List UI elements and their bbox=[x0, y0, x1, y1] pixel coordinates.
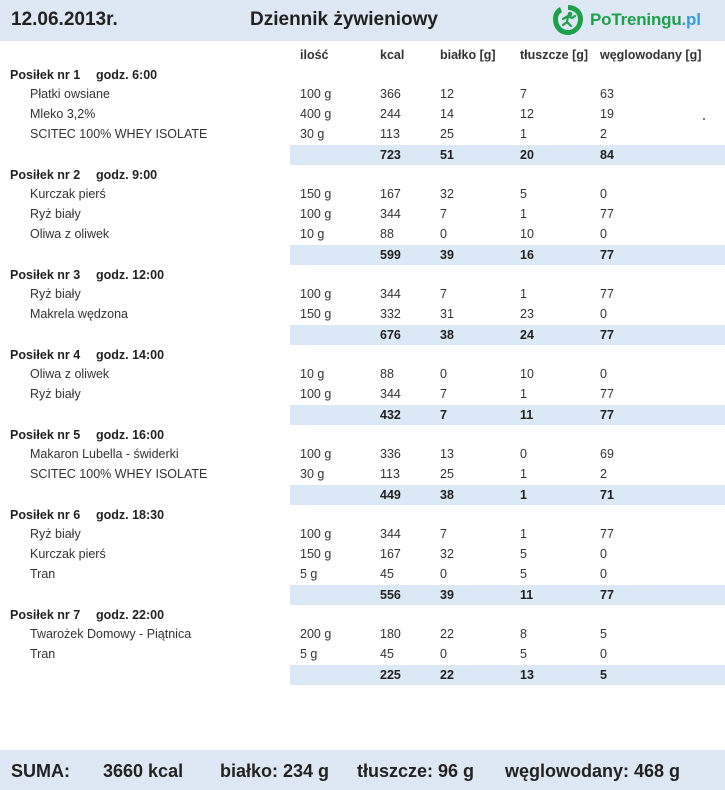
total-kcal: 676 bbox=[380, 328, 401, 342]
food-fat: 5 bbox=[520, 567, 527, 581]
food-protein: 7 bbox=[440, 527, 447, 541]
food-name: Tran bbox=[30, 567, 56, 581]
food-name: Ryż biały bbox=[30, 387, 81, 401]
food-carbs: 0 bbox=[600, 367, 607, 381]
food-fat: 7 bbox=[520, 87, 527, 101]
header-band bbox=[0, 0, 725, 41]
food-carbs: 19 bbox=[600, 107, 614, 121]
food-qty: 10 g bbox=[300, 367, 325, 381]
food-fat: 1 bbox=[520, 207, 527, 221]
food-name: Kurczak pierś bbox=[30, 187, 106, 201]
meal-heading bbox=[10, 68, 158, 82]
food-kcal: 336 bbox=[380, 447, 401, 461]
food-carbs: 63 bbox=[600, 87, 614, 101]
total-fat: 16 bbox=[520, 248, 534, 262]
meal-total-row bbox=[290, 485, 725, 505]
food-kcal: 45 bbox=[380, 567, 394, 581]
food-kcal: 344 bbox=[380, 387, 401, 401]
food-fat: 1 bbox=[520, 527, 527, 541]
table-row bbox=[0, 205, 725, 225]
col-header-protein: białko [g] bbox=[440, 48, 496, 62]
food-fat: 1 bbox=[520, 127, 527, 141]
food-name: SCITEC 100% WHEY ISOLATE bbox=[30, 127, 208, 141]
total-carbs: 77 bbox=[600, 588, 614, 602]
food-carbs: 2 bbox=[600, 127, 607, 141]
summary-protein: białko: 234 g bbox=[220, 761, 330, 781]
meal-label: Posiłek nr 5 bbox=[10, 428, 81, 442]
meal-total-row bbox=[290, 145, 725, 165]
meal-time: godz. 6:00 bbox=[96, 68, 158, 82]
food-qty: 100 g bbox=[300, 447, 332, 461]
total-protein: 39 bbox=[440, 248, 454, 262]
table-row bbox=[0, 125, 725, 145]
food-qty: 400 g bbox=[300, 107, 332, 121]
food-protein: 0 bbox=[440, 647, 447, 661]
food-qty: 100 g bbox=[300, 287, 332, 301]
table-row bbox=[0, 545, 725, 565]
summary-kcal: 3660 kcal bbox=[103, 761, 184, 781]
total-protein: 22 bbox=[440, 668, 454, 682]
food-kcal: 180 bbox=[380, 627, 401, 641]
meal-total-row bbox=[290, 325, 725, 345]
summary-bar bbox=[0, 750, 725, 790]
food-kcal: 45 bbox=[380, 647, 394, 661]
total-protein: 38 bbox=[440, 328, 454, 342]
food-fat: 5 bbox=[520, 647, 527, 661]
food-fat: 1 bbox=[520, 387, 527, 401]
food-carbs: 69 bbox=[600, 447, 614, 461]
food-protein: 32 bbox=[440, 187, 454, 201]
total-fat: 24 bbox=[520, 328, 534, 342]
total-carbs: 77 bbox=[600, 408, 614, 422]
meal-time: godz. 9:00 bbox=[96, 168, 158, 182]
col-header-carbs: węglowodany [g] bbox=[600, 48, 702, 62]
food-protein: 14 bbox=[440, 107, 454, 121]
food-fat: 23 bbox=[520, 307, 534, 321]
potreningu-logo[interactable] bbox=[550, 3, 701, 37]
food-protein: 32 bbox=[440, 547, 454, 561]
food-name: Płatki owsiane bbox=[30, 87, 110, 101]
food-carbs: 0 bbox=[600, 227, 607, 241]
table-row bbox=[0, 285, 725, 305]
food-carbs: 5 bbox=[600, 627, 607, 641]
food-qty: 100 g bbox=[300, 387, 332, 401]
meal-label: Posiłek nr 4 bbox=[10, 348, 81, 362]
food-kcal: 88 bbox=[380, 227, 394, 241]
food-name: SCITEC 100% WHEY ISOLATE bbox=[30, 467, 208, 481]
table-row bbox=[0, 385, 725, 405]
table-row bbox=[0, 445, 725, 465]
food-carbs: 2 bbox=[600, 467, 607, 481]
food-fat: 5 bbox=[520, 187, 527, 201]
col-header-qty: ilość bbox=[300, 48, 329, 62]
total-fat: 13 bbox=[520, 668, 534, 682]
total-protein: 51 bbox=[440, 148, 454, 162]
food-fat: 10 bbox=[520, 227, 534, 241]
food-carbs: 77 bbox=[600, 387, 614, 401]
total-protein: 39 bbox=[440, 588, 454, 602]
total-fat: 11 bbox=[520, 408, 534, 422]
table-row bbox=[0, 105, 725, 125]
summary-label: SUMA: bbox=[11, 761, 70, 781]
food-protein: 25 bbox=[440, 127, 454, 141]
total-carbs: 77 bbox=[600, 248, 614, 262]
food-qty: 100 g bbox=[300, 207, 332, 221]
table-row bbox=[0, 645, 725, 665]
food-protein: 7 bbox=[440, 387, 447, 401]
table-row bbox=[0, 525, 725, 545]
food-qty: 100 g bbox=[300, 87, 332, 101]
food-kcal: 244 bbox=[380, 107, 401, 121]
meal-time: godz. 18:30 bbox=[96, 508, 165, 522]
meal-heading bbox=[10, 168, 158, 182]
total-fat: 11 bbox=[520, 588, 534, 602]
food-kcal: 113 bbox=[380, 467, 400, 481]
food-kcal: 88 bbox=[380, 367, 394, 381]
total-kcal: 225 bbox=[380, 668, 401, 682]
food-qty: 30 g bbox=[300, 127, 325, 141]
meal-heading bbox=[10, 508, 165, 522]
food-name: Oliwa z oliwek bbox=[30, 367, 110, 381]
food-protein: 0 bbox=[440, 227, 447, 241]
diary-date: 12.06.2013r. bbox=[11, 9, 118, 30]
food-protein: 0 bbox=[440, 367, 447, 381]
page-title: Dziennik żywieniowy bbox=[250, 9, 438, 30]
meal-label: Posiłek nr 3 bbox=[10, 268, 81, 282]
food-kcal: 366 bbox=[380, 87, 401, 101]
meal-label: Posiłek nr 7 bbox=[10, 608, 81, 622]
table-row bbox=[0, 565, 725, 585]
food-name: Kurczak pierś bbox=[30, 547, 106, 561]
table-row bbox=[0, 305, 725, 325]
meal-label: Posiłek nr 2 bbox=[10, 168, 81, 182]
food-kcal: 344 bbox=[380, 207, 401, 221]
food-carbs: 77 bbox=[600, 207, 614, 221]
total-carbs: 84 bbox=[600, 148, 614, 162]
food-protein: 7 bbox=[440, 287, 447, 301]
food-fat: 0 bbox=[520, 447, 527, 461]
food-carbs: 77 bbox=[600, 527, 614, 541]
food-name: Ryż biały bbox=[30, 287, 81, 301]
meal-total-row bbox=[290, 585, 725, 605]
food-fat: 12 bbox=[520, 107, 534, 121]
total-kcal: 556 bbox=[380, 588, 401, 602]
food-fat: 5 bbox=[520, 547, 527, 561]
total-fat: 20 bbox=[520, 148, 534, 162]
food-kcal: 332 bbox=[380, 307, 401, 321]
col-header-kcal: kcal bbox=[380, 48, 405, 62]
food-name: Ryż biały bbox=[30, 207, 81, 221]
food-fat: 1 bbox=[520, 287, 527, 301]
meal-heading bbox=[10, 428, 165, 442]
meal-total-row bbox=[290, 245, 725, 265]
table-row bbox=[0, 85, 725, 105]
food-name: Makaron Lubella - świderki bbox=[30, 447, 179, 461]
table-row bbox=[0, 625, 725, 645]
food-carbs: 0 bbox=[600, 647, 607, 661]
food-fat: 10 bbox=[520, 367, 534, 381]
food-kcal: 344 bbox=[380, 527, 401, 541]
food-fat: 1 bbox=[520, 467, 527, 481]
food-qty: 30 g bbox=[300, 467, 325, 481]
food-name: Twarożek Domowy - Piątnica bbox=[30, 627, 192, 641]
total-kcal: 723 bbox=[380, 148, 401, 162]
meal-label: Posiłek nr 1 bbox=[10, 68, 81, 82]
table-row bbox=[0, 225, 725, 245]
food-protein: 31 bbox=[440, 307, 454, 321]
table-row bbox=[0, 365, 725, 385]
food-protein: 13 bbox=[440, 447, 454, 461]
meal-time: godz. 22:00 bbox=[96, 608, 165, 622]
food-carbs: 0 bbox=[600, 547, 607, 561]
food-qty: 200 g bbox=[300, 627, 332, 641]
food-protein: 7 bbox=[440, 207, 447, 221]
food-kcal: 167 bbox=[380, 187, 401, 201]
food-qty: 150 g bbox=[300, 307, 332, 321]
food-carbs: 0 bbox=[600, 567, 607, 581]
food-carbs: 77 bbox=[600, 287, 614, 301]
food-name: Mleko 3,2% bbox=[30, 107, 96, 121]
food-kcal: 344 bbox=[380, 287, 401, 301]
food-qty: 5 g bbox=[300, 647, 318, 661]
total-carbs: 5 bbox=[600, 668, 607, 682]
food-name: Ryż biały bbox=[30, 527, 81, 541]
stray-dot bbox=[703, 118, 705, 120]
food-qty: 150 g bbox=[300, 547, 332, 561]
food-protein: 25 bbox=[440, 467, 454, 481]
meal-label: Posiłek nr 6 bbox=[10, 508, 81, 522]
food-carbs: 0 bbox=[600, 307, 607, 321]
food-name: Oliwa z oliwek bbox=[30, 227, 110, 241]
meal-time: godz. 12:00 bbox=[96, 268, 165, 282]
meal-heading bbox=[10, 608, 165, 622]
food-qty: 5 g bbox=[300, 567, 318, 581]
food-name: Tran bbox=[30, 647, 56, 661]
total-kcal: 432 bbox=[380, 408, 401, 422]
food-kcal: 113 bbox=[380, 127, 400, 141]
total-fat: 1 bbox=[520, 488, 527, 502]
total-kcal: 599 bbox=[380, 248, 401, 262]
total-protein: 38 bbox=[440, 488, 454, 502]
meal-heading bbox=[10, 268, 165, 282]
food-qty: 100 g bbox=[300, 527, 332, 541]
total-kcal: 449 bbox=[380, 488, 401, 502]
table-row bbox=[0, 185, 725, 205]
meal-heading bbox=[10, 348, 165, 362]
food-protein: 0 bbox=[440, 567, 447, 581]
food-kcal: 167 bbox=[380, 547, 401, 561]
food-protein: 12 bbox=[440, 87, 454, 101]
table-row bbox=[0, 465, 725, 485]
total-carbs: 77 bbox=[600, 328, 614, 342]
food-qty: 150 g bbox=[300, 187, 332, 201]
meal-total-row bbox=[290, 405, 725, 425]
food-fat: 8 bbox=[520, 627, 527, 641]
total-carbs: 71 bbox=[600, 488, 614, 502]
runner-badge-icon bbox=[550, 3, 586, 37]
col-header-fat: tłuszcze [g] bbox=[520, 48, 589, 62]
meal-total-row bbox=[290, 665, 725, 685]
brand-name: PoTreningu.pl bbox=[590, 10, 701, 29]
meal-time: godz. 14:00 bbox=[96, 348, 165, 362]
meal-time: godz. 16:00 bbox=[96, 428, 165, 442]
food-name: Makrela wędzona bbox=[30, 307, 128, 321]
food-carbs: 0 bbox=[600, 187, 607, 201]
food-qty: 10 g bbox=[300, 227, 325, 241]
food-protein: 22 bbox=[440, 627, 454, 641]
summary-fat: tłuszcze: 96 g bbox=[357, 761, 475, 781]
summary-carbs: węglowodany: 468 g bbox=[505, 761, 681, 781]
total-protein: 7 bbox=[440, 408, 447, 422]
